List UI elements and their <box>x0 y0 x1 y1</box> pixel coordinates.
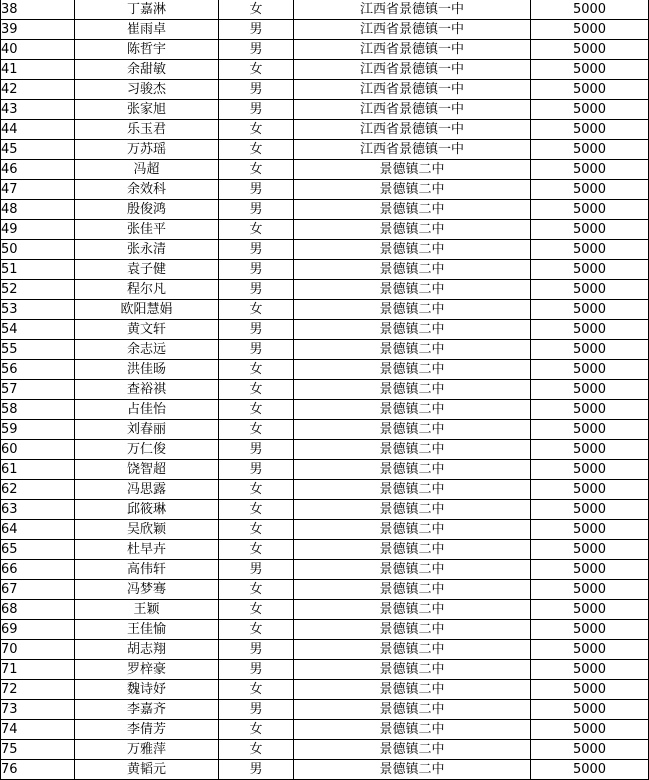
table-row <box>1 340 649 360</box>
student-name-cell[interactable]: 欧阳慧娟 <box>75 300 219 320</box>
row-number-cell[interactable]: 47 <box>1 180 75 200</box>
table-row <box>1 60 649 80</box>
row-number-cell[interactable]: 53 <box>1 300 75 320</box>
student-name-cell[interactable]: 刘春丽 <box>75 420 219 440</box>
student-name-cell[interactable]: 乐玉君 <box>75 120 219 140</box>
amount-cell[interactable]: 5000 <box>531 180 649 200</box>
student-name-cell[interactable]: 王颖 <box>75 600 219 620</box>
row-number-cell[interactable]: 70 <box>1 640 75 660</box>
gender-cell[interactable]: 女 <box>219 600 294 620</box>
amount-cell[interactable]: 5000 <box>531 240 649 260</box>
school-cell[interactable]: 江西省景德镇一中 <box>294 140 531 160</box>
school-cell[interactable]: 景德镇二中 <box>294 640 531 660</box>
amount-cell[interactable]: 5000 <box>531 200 649 220</box>
table-row <box>1 760 649 780</box>
amount-cell[interactable]: 5000 <box>531 740 649 760</box>
school-cell[interactable]: 景德镇二中 <box>294 540 531 560</box>
table-row <box>1 0 649 20</box>
student-name-cell[interactable]: 高伟轩 <box>75 560 219 580</box>
table-row <box>1 480 649 500</box>
gender-cell[interactable]: 男 <box>219 40 294 60</box>
amount-cell[interactable]: 5000 <box>531 320 649 340</box>
table-row <box>1 180 649 200</box>
row-number-cell[interactable]: 59 <box>1 420 75 440</box>
gender-cell[interactable]: 男 <box>219 660 294 680</box>
school-cell[interactable]: 景德镇二中 <box>294 300 531 320</box>
school-cell[interactable]: 江西省景德镇一中 <box>294 0 531 20</box>
amount-cell[interactable]: 5000 <box>531 300 649 320</box>
gender-cell[interactable]: 女 <box>219 580 294 600</box>
gender-cell[interactable]: 女 <box>219 480 294 500</box>
student-name-cell[interactable]: 冯梦骞 <box>75 580 219 600</box>
student-name-cell[interactable]: 李倩芳 <box>75 720 219 740</box>
amount-cell[interactable]: 5000 <box>531 260 649 280</box>
amount-cell[interactable]: 5000 <box>531 500 649 520</box>
gender-cell[interactable]: 男 <box>219 460 294 480</box>
school-cell[interactable]: 景德镇二中 <box>294 380 531 400</box>
table-row <box>1 300 649 320</box>
table-row <box>1 560 649 580</box>
school-cell[interactable]: 景德镇二中 <box>294 240 531 260</box>
student-name-cell[interactable]: 魏诗妤 <box>75 680 219 700</box>
amount-cell[interactable]: 5000 <box>531 620 649 640</box>
student-name-cell[interactable]: 程尔凡 <box>75 280 219 300</box>
amount-cell[interactable]: 5000 <box>531 120 649 140</box>
gender-cell[interactable]: 女 <box>219 400 294 420</box>
amount-cell[interactable]: 5000 <box>531 280 649 300</box>
table-row <box>1 620 649 640</box>
gender-cell[interactable]: 女 <box>219 620 294 640</box>
table-row <box>1 20 649 40</box>
row-number-cell[interactable]: 69 <box>1 620 75 640</box>
gender-cell[interactable]: 男 <box>219 340 294 360</box>
gender-cell[interactable]: 男 <box>219 280 294 300</box>
gender-cell[interactable]: 女 <box>219 140 294 160</box>
gender-cell[interactable]: 男 <box>219 700 294 720</box>
table-row <box>1 500 649 520</box>
school-cell[interactable]: 景德镇二中 <box>294 600 531 620</box>
school-cell[interactable]: 景德镇二中 <box>294 420 531 440</box>
row-number-cell[interactable]: 76 <box>1 760 75 780</box>
gender-cell[interactable]: 男 <box>219 100 294 120</box>
amount-cell[interactable]: 5000 <box>531 540 649 560</box>
school-cell[interactable]: 景德镇二中 <box>294 760 531 780</box>
amount-cell[interactable]: 5000 <box>531 680 649 700</box>
student-name-cell[interactable]: 吴欣颖 <box>75 520 219 540</box>
school-cell[interactable]: 江西省景德镇一中 <box>294 40 531 60</box>
student-name-cell[interactable]: 余志远 <box>75 340 219 360</box>
student-name-cell[interactable]: 胡志翔 <box>75 640 219 660</box>
gender-cell[interactable]: 女 <box>219 420 294 440</box>
row-number-cell[interactable]: 40 <box>1 40 75 60</box>
student-name-cell[interactable]: 张永清 <box>75 240 219 260</box>
school-cell[interactable]: 景德镇二中 <box>294 320 531 340</box>
student-name-cell[interactable]: 丁嘉淋 <box>75 0 219 20</box>
row-number-cell[interactable]: 60 <box>1 440 75 460</box>
table-row <box>1 320 649 340</box>
gender-cell[interactable]: 男 <box>219 260 294 280</box>
amount-cell[interactable]: 5000 <box>531 140 649 160</box>
student-name-cell[interactable]: 万雅萍 <box>75 740 219 760</box>
amount-cell[interactable]: 5000 <box>531 380 649 400</box>
student-name-cell[interactable]: 崔雨卓 <box>75 20 219 40</box>
school-cell[interactable]: 景德镇二中 <box>294 400 531 420</box>
row-number-cell[interactable]: 54 <box>1 320 75 340</box>
school-cell[interactable]: 景德镇二中 <box>294 260 531 280</box>
gender-cell[interactable]: 男 <box>219 180 294 200</box>
school-cell[interactable]: 景德镇二中 <box>294 280 531 300</box>
table-row <box>1 680 649 700</box>
table-row <box>1 740 649 760</box>
gender-cell[interactable]: 女 <box>219 220 294 240</box>
row-number-cell[interactable]: 72 <box>1 680 75 700</box>
amount-cell[interactable]: 5000 <box>531 0 649 20</box>
gender-cell[interactable]: 男 <box>219 240 294 260</box>
student-name-cell[interactable]: 洪佳旸 <box>75 360 219 380</box>
amount-cell[interactable]: 5000 <box>531 60 649 80</box>
gender-cell[interactable]: 男 <box>219 20 294 40</box>
row-number-cell[interactable]: 67 <box>1 580 75 600</box>
row-number-cell[interactable]: 66 <box>1 560 75 580</box>
gender-cell[interactable]: 女 <box>219 0 294 20</box>
row-number-cell[interactable]: 61 <box>1 460 75 480</box>
student-name-cell[interactable]: 余甜敏 <box>75 60 219 80</box>
row-number-cell[interactable]: 52 <box>1 280 75 300</box>
student-name-cell[interactable]: 罗梓豪 <box>75 660 219 680</box>
row-number-cell[interactable]: 51 <box>1 260 75 280</box>
amount-cell[interactable]: 5000 <box>531 640 649 660</box>
gender-cell[interactable]: 女 <box>219 60 294 80</box>
table-row <box>1 440 649 460</box>
gender-cell[interactable]: 女 <box>219 500 294 520</box>
gender-cell[interactable]: 男 <box>219 760 294 780</box>
school-cell[interactable]: 景德镇二中 <box>294 580 531 600</box>
row-number-cell[interactable]: 73 <box>1 700 75 720</box>
student-name-cell[interactable]: 习骏杰 <box>75 80 219 100</box>
amount-cell[interactable]: 5000 <box>531 460 649 480</box>
row-number-cell[interactable]: 42 <box>1 80 75 100</box>
student-name-cell[interactable]: 杜早卉 <box>75 540 219 560</box>
student-name-cell[interactable]: 万仁俊 <box>75 440 219 460</box>
amount-cell[interactable]: 5000 <box>531 560 649 580</box>
row-number-cell[interactable]: 39 <box>1 20 75 40</box>
gender-cell[interactable]: 女 <box>219 380 294 400</box>
table-row <box>1 160 649 180</box>
amount-cell[interactable]: 5000 <box>531 400 649 420</box>
row-number-cell[interactable]: 62 <box>1 480 75 500</box>
gender-cell[interactable]: 男 <box>219 440 294 460</box>
amount-cell[interactable]: 5000 <box>531 340 649 360</box>
table-row <box>1 520 649 540</box>
gender-cell[interactable]: 男 <box>219 640 294 660</box>
row-number-cell[interactable]: 64 <box>1 520 75 540</box>
school-cell[interactable]: 景德镇二中 <box>294 180 531 200</box>
school-cell[interactable]: 景德镇二中 <box>294 720 531 740</box>
school-cell[interactable]: 景德镇二中 <box>294 480 531 500</box>
amount-cell[interactable]: 5000 <box>531 660 649 680</box>
student-name-cell[interactable]: 饶智超 <box>75 460 219 480</box>
gender-cell[interactable]: 女 <box>219 680 294 700</box>
school-cell[interactable]: 景德镇二中 <box>294 340 531 360</box>
row-number-cell[interactable]: 46 <box>1 160 75 180</box>
row-number-cell[interactable]: 75 <box>1 740 75 760</box>
gender-cell[interactable]: 女 <box>219 300 294 320</box>
school-cell[interactable]: 景德镇二中 <box>294 440 531 460</box>
amount-cell[interactable]: 5000 <box>531 160 649 180</box>
table-row <box>1 260 649 280</box>
amount-cell[interactable]: 5000 <box>531 420 649 440</box>
gender-cell[interactable]: 男 <box>219 200 294 220</box>
gender-cell[interactable]: 女 <box>219 120 294 140</box>
row-number-cell[interactable]: 38 <box>1 0 75 20</box>
student-name-cell[interactable]: 李嘉齐 <box>75 700 219 720</box>
table-row <box>1 380 649 400</box>
row-number-cell[interactable]: 74 <box>1 720 75 740</box>
student-name-cell[interactable]: 黄文轩 <box>75 320 219 340</box>
table-row <box>1 720 649 740</box>
student-name-cell[interactable]: 冯超 <box>75 160 219 180</box>
row-number-cell[interactable]: 58 <box>1 400 75 420</box>
school-cell[interactable]: 景德镇二中 <box>294 220 531 240</box>
gender-cell[interactable]: 男 <box>219 320 294 340</box>
table-row <box>1 100 649 120</box>
amount-cell[interactable]: 5000 <box>531 760 649 780</box>
student-name-cell[interactable]: 万苏瑶 <box>75 140 219 160</box>
table-row <box>1 700 649 720</box>
amount-cell[interactable]: 5000 <box>531 100 649 120</box>
gender-cell[interactable]: 男 <box>219 80 294 100</box>
gender-cell[interactable]: 女 <box>219 540 294 560</box>
school-cell[interactable]: 江西省景德镇一中 <box>294 100 531 120</box>
table-row <box>1 420 649 440</box>
student-name-cell[interactable]: 殷俊鸿 <box>75 200 219 220</box>
amount-cell[interactable]: 5000 <box>531 80 649 100</box>
school-cell[interactable]: 江西省景德镇一中 <box>294 60 531 80</box>
table-body <box>1 0 649 780</box>
gender-cell[interactable]: 女 <box>219 740 294 760</box>
table-row <box>1 220 649 240</box>
amount-cell[interactable]: 5000 <box>531 700 649 720</box>
student-name-cell[interactable]: 陈哲宇 <box>75 40 219 60</box>
amount-cell[interactable]: 5000 <box>531 600 649 620</box>
table-row <box>1 460 649 480</box>
student-name-cell[interactable]: 邱筱琳 <box>75 500 219 520</box>
student-name-cell[interactable]: 张家旭 <box>75 100 219 120</box>
gender-cell[interactable]: 男 <box>219 560 294 580</box>
row-number-cell[interactable]: 49 <box>1 220 75 240</box>
row-number-cell[interactable]: 65 <box>1 540 75 560</box>
amount-cell[interactable]: 5000 <box>531 480 649 500</box>
student-name-cell[interactable]: 冯思露 <box>75 480 219 500</box>
table-row <box>1 200 649 220</box>
row-number-cell[interactable]: 57 <box>1 380 75 400</box>
row-number-cell[interactable]: 63 <box>1 500 75 520</box>
student-name-cell[interactable]: 查裕祺 <box>75 380 219 400</box>
amount-cell[interactable]: 5000 <box>531 220 649 240</box>
row-number-cell[interactable]: 43 <box>1 100 75 120</box>
table-row <box>1 660 649 680</box>
row-number-cell[interactable]: 55 <box>1 340 75 360</box>
amount-cell[interactable]: 5000 <box>531 360 649 380</box>
table-row <box>1 360 649 380</box>
amount-cell[interactable]: 5000 <box>531 20 649 40</box>
table-row <box>1 280 649 300</box>
school-cell[interactable]: 江西省景德镇一中 <box>294 80 531 100</box>
school-cell[interactable]: 景德镇二中 <box>294 700 531 720</box>
school-cell[interactable]: 景德镇二中 <box>294 560 531 580</box>
school-cell[interactable]: 景德镇二中 <box>294 200 531 220</box>
gender-cell[interactable]: 女 <box>219 720 294 740</box>
student-name-cell[interactable]: 黄韬元 <box>75 760 219 780</box>
table-row <box>1 240 649 260</box>
row-number-cell[interactable]: 71 <box>1 660 75 680</box>
table-row <box>1 640 649 660</box>
school-cell[interactable]: 景德镇二中 <box>294 620 531 640</box>
row-number-cell[interactable]: 41 <box>1 60 75 80</box>
amount-cell[interactable]: 5000 <box>531 440 649 460</box>
row-number-cell[interactable]: 44 <box>1 120 75 140</box>
table-row <box>1 140 649 160</box>
student-name-cell[interactable]: 占佳怡 <box>75 400 219 420</box>
table-row <box>1 120 649 140</box>
student-name-cell[interactable]: 王佳愉 <box>75 620 219 640</box>
school-cell[interactable]: 景德镇二中 <box>294 520 531 540</box>
table-row <box>1 600 649 620</box>
school-cell[interactable]: 江西省景德镇一中 <box>294 20 531 40</box>
gender-cell[interactable]: 女 <box>219 360 294 380</box>
table-row <box>1 40 649 60</box>
student-name-cell[interactable]: 张佳平 <box>75 220 219 240</box>
student-name-cell[interactable]: 袁子健 <box>75 260 219 280</box>
school-cell[interactable]: 景德镇二中 <box>294 660 531 680</box>
table-row <box>1 80 649 100</box>
amount-cell[interactable]: 5000 <box>531 40 649 60</box>
row-number-cell[interactable]: 56 <box>1 360 75 380</box>
school-cell[interactable]: 景德镇二中 <box>294 360 531 380</box>
school-cell[interactable]: 景德镇二中 <box>294 160 531 180</box>
table-row <box>1 580 649 600</box>
row-number-cell[interactable]: 48 <box>1 200 75 220</box>
amount-cell[interactable]: 5000 <box>531 580 649 600</box>
school-cell[interactable]: 江西省景德镇一中 <box>294 120 531 140</box>
table-row <box>1 540 649 560</box>
school-cell[interactable]: 景德镇二中 <box>294 740 531 760</box>
table-row <box>1 400 649 420</box>
row-number-cell[interactable]: 68 <box>1 600 75 620</box>
school-cell[interactable]: 景德镇二中 <box>294 680 531 700</box>
row-number-cell[interactable]: 45 <box>1 140 75 160</box>
gender-cell[interactable]: 女 <box>219 160 294 180</box>
amount-cell[interactable]: 5000 <box>531 520 649 540</box>
school-cell[interactable]: 景德镇二中 <box>294 460 531 480</box>
amount-cell[interactable]: 5000 <box>531 720 649 740</box>
student-name-cell[interactable]: 余效科 <box>75 180 219 200</box>
school-cell[interactable]: 景德镇二中 <box>294 500 531 520</box>
row-number-cell[interactable]: 50 <box>1 240 75 260</box>
gender-cell[interactable]: 女 <box>219 520 294 540</box>
